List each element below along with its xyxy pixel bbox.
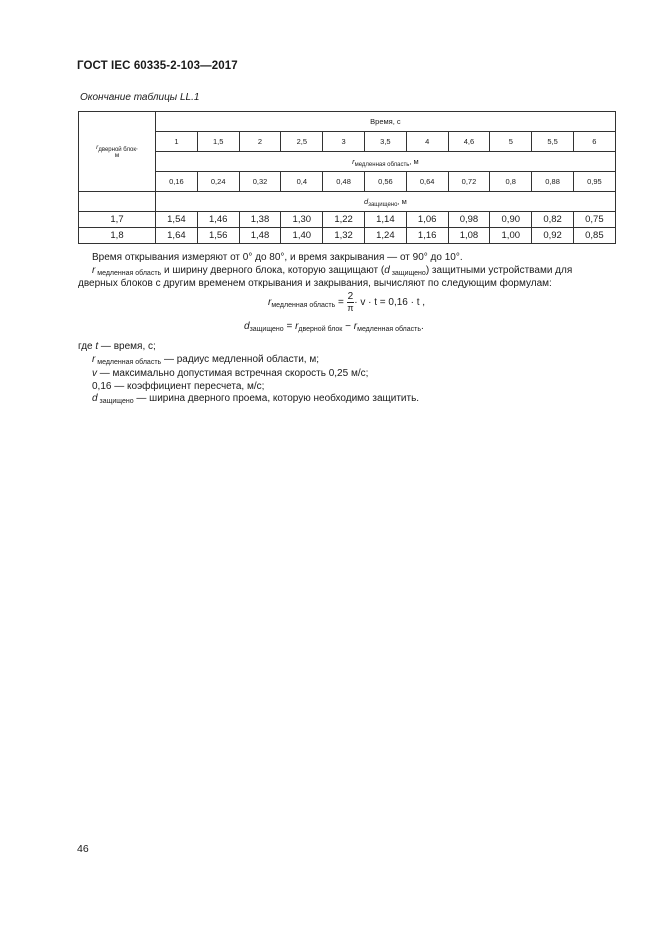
value-cell: 1,54 xyxy=(156,212,198,228)
r-slow-cell: 0,4 xyxy=(281,172,323,192)
paragraph-opening-time: Время открывания измеряют от 0° до 80°, и время закрывания — от 90° до 10°. xyxy=(92,252,463,263)
value-cell: 1,32 xyxy=(323,228,365,244)
time-cell: 3 xyxy=(323,132,365,152)
value-cell: 1,00 xyxy=(490,228,532,244)
value-cell: 1,08 xyxy=(448,228,490,244)
door-width-cell: 1,8 xyxy=(79,228,156,244)
time-cell: 5,5 xyxy=(532,132,574,152)
r-slow-cell: 0,56 xyxy=(364,172,406,192)
data-table xyxy=(78,111,616,244)
value-cell: 1,48 xyxy=(239,228,281,244)
value-cell: 1,06 xyxy=(406,212,448,228)
time-title-row xyxy=(79,112,616,132)
time-cell: 2 xyxy=(239,132,281,152)
value-cell: 0,98 xyxy=(448,212,490,228)
r-slow-cell: 0,24 xyxy=(197,172,239,192)
value-cell: 1,14 xyxy=(364,212,406,228)
definition-coefficient: 0,16 — коэффициент пересчета, м/с; xyxy=(92,381,265,392)
value-cell: 1,24 xyxy=(364,228,406,244)
table-row xyxy=(79,228,616,244)
value-cell: 1,16 xyxy=(406,228,448,244)
r-slow-title: $r_{медленная область}$, м xyxy=(156,152,616,172)
paragraph-formulas-intro: r $_{медленная область}$ и ширину дверного блока, которую защищают (d $_{защищено}$) защитными устройствами для xyxy=(92,265,573,277)
value-cell: 1,30 xyxy=(281,212,323,228)
r-slow-values-row xyxy=(79,172,616,192)
value-cell: 0,90 xyxy=(490,212,532,228)
r-slow-cell: 0,88 xyxy=(532,172,574,192)
value-cell: 1,40 xyxy=(281,228,323,244)
paragraph-formulas-intro-line2: дверных блоков с другим временем открывания и закрывания, вычисляют по следующим формулам: xyxy=(78,278,552,289)
value-cell: 0,82 xyxy=(532,212,574,228)
d-protected-title: $d_{защищено}$, м xyxy=(156,192,616,212)
formula-d-protected: $d_{защищено} = r_{дверной блок} - r_{медленная область}$. xyxy=(244,321,424,333)
time-cell: 1 xyxy=(156,132,198,152)
time-cell: 6 xyxy=(573,132,615,152)
page-number: 46 xyxy=(77,843,89,855)
definition-r-slow: r $_{медленная область}$ — радиус медленной области, м; xyxy=(92,354,319,366)
where-line: где t — время, с; xyxy=(78,341,156,352)
r-slow-title-row xyxy=(79,152,616,172)
door-width-cell: 1,7 xyxy=(79,212,156,228)
value-cell: 1,56 xyxy=(197,228,239,244)
value-cell: 0,75 xyxy=(573,212,615,228)
r-slow-cell: 0,48 xyxy=(323,172,365,192)
time-cell: 4 xyxy=(406,132,448,152)
empty-cell xyxy=(79,192,156,212)
time-cell: 2,5 xyxy=(281,132,323,152)
row-header-door-width: rдверной блок, м xyxy=(79,112,156,192)
time-cell: 4,6 xyxy=(448,132,490,152)
table-caption: Окончание таблицы LL.1 xyxy=(80,92,200,103)
value-cell: 0,85 xyxy=(573,228,615,244)
time-values-row xyxy=(79,132,616,152)
r-slow-cell: 0,72 xyxy=(448,172,490,192)
r-slow-cell: 0,64 xyxy=(406,172,448,192)
fraction: $\frac{2}{\pi}$ xyxy=(347,291,354,313)
table-row xyxy=(79,212,616,228)
formula-r-slow: $r_{медленная область}$ = $\frac{2}{\pi}$ · v · t = 0,16 · t , xyxy=(268,291,426,313)
d-protected-title-row xyxy=(79,192,616,212)
value-cell: 1,22 xyxy=(323,212,365,228)
value-cell: 0,92 xyxy=(532,228,574,244)
r-slow-cell: 0,95 xyxy=(573,172,615,192)
definition-v: v — максимально допустимая встречная скорость 0,25 м/с; xyxy=(92,368,369,379)
r-slow-cell: 0,8 xyxy=(490,172,532,192)
value-cell: 1,64 xyxy=(156,228,198,244)
value-cell: 1,46 xyxy=(197,212,239,228)
time-cell: 3,5 xyxy=(364,132,406,152)
document-header: ГОСТ IEC 60335-2-103—2017 xyxy=(77,60,238,72)
r-slow-cell: 0,16 xyxy=(156,172,198,192)
definition-d-protected: d $_{защищено}$ — ширина дверного проема, которую необходимо защитить. xyxy=(92,393,420,405)
value-cell: 1,38 xyxy=(239,212,281,228)
time-cell: 5 xyxy=(490,132,532,152)
time-cell: 1,5 xyxy=(197,132,239,152)
time-title: Время, с xyxy=(156,112,616,132)
r-slow-cell: 0,32 xyxy=(239,172,281,192)
